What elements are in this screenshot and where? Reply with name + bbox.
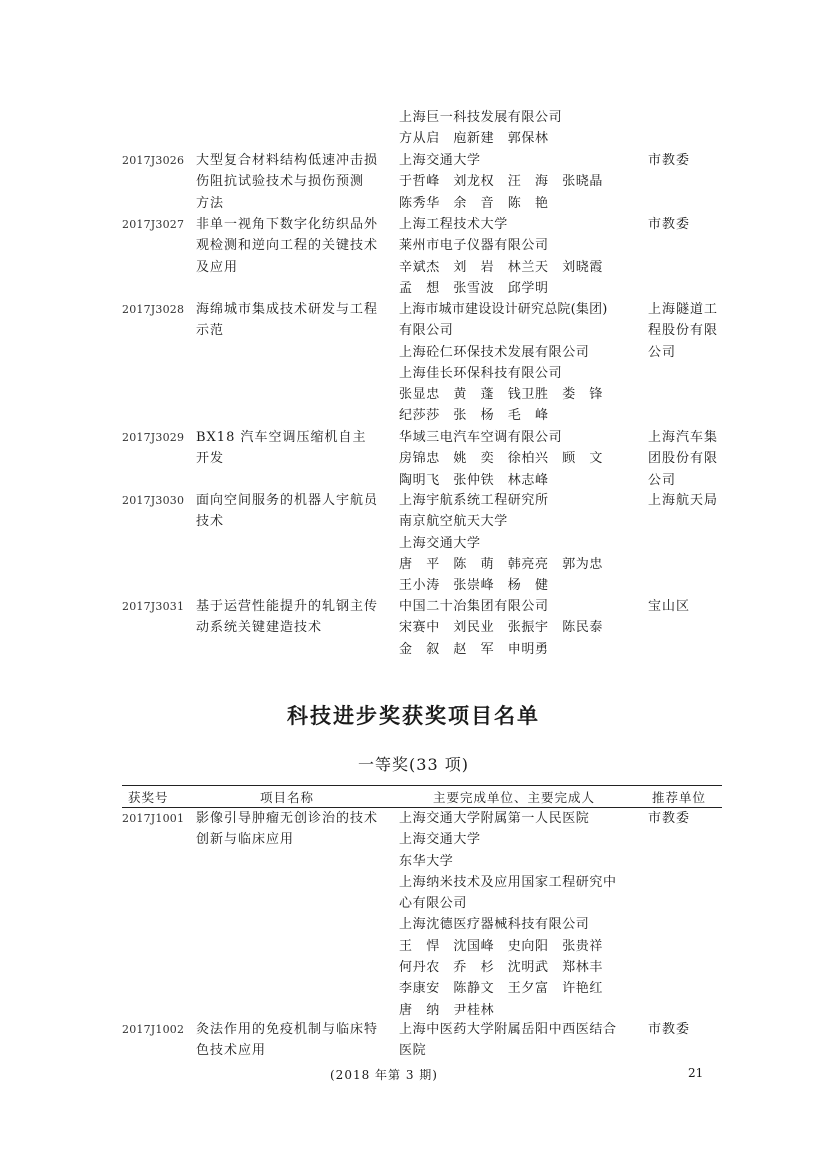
award-number: 2017J3029 bbox=[122, 431, 185, 444]
project-line: 示范 bbox=[196, 323, 225, 339]
project-line: 面向空间服务的机器人宇航员 bbox=[196, 493, 379, 508]
people-line: 陶明飞 张仲铁 林志峰 bbox=[399, 472, 549, 488]
header-award-number: 获奖号 bbox=[128, 790, 169, 805]
people-line: 方从启 庖新建 郭保林 bbox=[399, 131, 549, 147]
people-line: 唐 纳 尹桂林 bbox=[399, 1002, 495, 1018]
organization-list bbox=[399, 107, 639, 150]
organization-line: 中国二十冶集团有限公司 bbox=[399, 599, 549, 614]
award-number: 2017J3030 bbox=[122, 494, 185, 507]
recommender bbox=[648, 427, 724, 491]
award-number: 2017J1002 bbox=[122, 1023, 185, 1036]
organization-line: 医院 bbox=[399, 1043, 427, 1059]
people-line: 唐 平 陈 萌 韩亮亮 郭为忠 bbox=[399, 556, 604, 572]
project-line: 技术 bbox=[196, 514, 225, 530]
recommender bbox=[648, 299, 724, 363]
award-number: 2017J3026 bbox=[122, 154, 185, 167]
organization-list bbox=[399, 596, 639, 660]
people-line: 宋赛中 刘民业 张振宇 陈民泰 bbox=[399, 620, 604, 636]
organization-list bbox=[399, 808, 639, 1021]
organization-line: 上海工程技术大学 bbox=[399, 217, 508, 232]
project-name bbox=[196, 1019, 388, 1062]
recommender bbox=[648, 150, 724, 171]
organization-list bbox=[399, 214, 639, 299]
organization-line: 上海交通大学附属第一人民医院 bbox=[399, 811, 590, 826]
organization-line: 上海中医药大学附属岳阳中西医结合 bbox=[399, 1022, 617, 1037]
organization-line: 上海巨一科技发展有限公司 bbox=[399, 110, 563, 125]
header-org-people: 主要完成单位、主要完成人 bbox=[433, 790, 596, 805]
project-name bbox=[196, 427, 388, 470]
project-line: 非单一视角下数字化纺织品外 bbox=[196, 217, 379, 232]
project-line: 及应用 bbox=[196, 259, 239, 275]
recommender-line: 程股份有限 bbox=[648, 323, 719, 339]
project-line: 开发 bbox=[196, 451, 225, 467]
recommender-line: 公司 bbox=[648, 344, 677, 360]
page-footer bbox=[0, 1066, 827, 1086]
project-line: 大型复合材料结构低速冲击损 bbox=[196, 153, 379, 168]
project-name bbox=[196, 596, 388, 639]
recommender-line: 宝山区 bbox=[648, 599, 691, 614]
people-line: 辛斌杰 刘 岩 林兰天 刘晓霞 bbox=[399, 259, 604, 275]
people-line: 张显忠 黄 蓬 钱卫胜 娄 锋 bbox=[399, 387, 604, 403]
organization-line: 上海交通大学 bbox=[399, 153, 481, 168]
recommender bbox=[648, 596, 724, 617]
organization-list bbox=[399, 299, 639, 427]
project-name bbox=[196, 150, 388, 214]
recommender-line: 上海航天局 bbox=[648, 493, 719, 508]
project-line: BX18 汽车空调压缩机自主 bbox=[196, 430, 367, 445]
organization-line: 南京航空航天大学 bbox=[399, 514, 508, 530]
organization-line: 华域三电汽车空调有限公司 bbox=[399, 430, 563, 445]
organization-line: 上海市城市建设设计研究总院(集团) bbox=[399, 302, 608, 317]
organization-line: 上海宇航系统工程研究所 bbox=[399, 493, 549, 508]
people-line: 李康安 陈静文 王夕富 许艳红 bbox=[399, 981, 604, 997]
page-number: 21 bbox=[688, 1066, 704, 1080]
table-top-rule bbox=[122, 785, 722, 786]
organization-line: 上海砼仁环保技术发展有限公司 bbox=[399, 344, 590, 360]
people-line: 陈秀华 余 音 陈 艳 bbox=[399, 195, 549, 211]
recommender-line: 市教委 bbox=[648, 811, 691, 826]
organization-line: 心有限公司 bbox=[399, 896, 468, 912]
project-line: 方法 bbox=[196, 195, 225, 211]
organization-line: 上海交通大学 bbox=[399, 535, 481, 551]
organization-list bbox=[399, 427, 639, 491]
project-line: 观检测和逆向工程的关键技术 bbox=[196, 238, 379, 254]
people-line: 金 叙 赵 军 申明勇 bbox=[399, 641, 549, 657]
people-line: 王小涛 张崇峰 杨 健 bbox=[399, 578, 549, 594]
organization-line: 上海纳米技术及应用国家工程研究中 bbox=[399, 874, 617, 890]
organization-line: 有限公司 bbox=[399, 323, 454, 339]
project-name bbox=[196, 299, 388, 342]
project-line: 影像引导肿瘤无创诊治的技术 bbox=[196, 811, 379, 826]
project-line: 动系统关键建造技术 bbox=[196, 620, 323, 636]
recommender-line: 上海汽车集 bbox=[648, 430, 719, 445]
recommender bbox=[648, 1019, 724, 1040]
award-number: 2017J3027 bbox=[122, 218, 185, 231]
people-line: 房锦忠 姚 奕 徐柏兴 顾 文 bbox=[399, 451, 604, 467]
organization-list bbox=[399, 150, 639, 214]
project-line: 海绵城市集成技术研发与工程 bbox=[196, 302, 379, 317]
award-number: 2017J3031 bbox=[122, 600, 185, 613]
people-line: 王 悍 沈国峰 史向阳 张贵祥 bbox=[399, 938, 604, 954]
award-number: 2017J3028 bbox=[122, 303, 185, 316]
project-line: 创新与临床应用 bbox=[196, 832, 295, 848]
people-line: 孟 想 张雪波 邱学明 bbox=[399, 280, 549, 296]
recommender-line: 团股份有限 bbox=[648, 451, 719, 467]
people-line: 何丹农 乔 杉 沈明武 郑林丰 bbox=[399, 960, 604, 976]
people-line: 于哲峰 刘龙权 汪 海 张晓晶 bbox=[399, 174, 604, 190]
project-line: 伤阻抗试验技术与损伤预测 bbox=[196, 174, 365, 190]
project-name bbox=[196, 490, 388, 533]
header-project-name: 项目名称 bbox=[260, 790, 315, 805]
header-recommender: 推荐单位 bbox=[652, 790, 707, 805]
award-number: 2017J1001 bbox=[122, 812, 185, 825]
organization-line: 上海佳长环保科技有限公司 bbox=[399, 365, 563, 381]
organization-line: 东华大学 bbox=[399, 853, 454, 869]
subsection-title: 一等奖(33 项) bbox=[358, 755, 469, 774]
organization-line: 上海交通大学 bbox=[399, 832, 481, 848]
project-line: 灸法作用的免疫机制与临床特 bbox=[196, 1022, 379, 1037]
recommender bbox=[648, 808, 724, 829]
recommender-line: 市教委 bbox=[648, 153, 691, 168]
issue-label: (2018 年第 3 期) bbox=[330, 1068, 438, 1082]
organization-line: 上海沈德医疗器械科技有限公司 bbox=[399, 917, 590, 933]
section-title: 科技进步奖获奖项目名单 bbox=[287, 704, 540, 728]
project-name bbox=[196, 808, 388, 851]
recommender-line: 公司 bbox=[648, 472, 677, 488]
organization-list bbox=[399, 490, 639, 596]
organization-list bbox=[399, 1019, 639, 1062]
recommender bbox=[648, 490, 724, 511]
people-line: 纪莎莎 张 杨 毛 峰 bbox=[399, 408, 549, 424]
recommender bbox=[648, 214, 724, 235]
recommender-line: 上海隧道工 bbox=[648, 302, 719, 317]
project-name bbox=[196, 214, 388, 278]
recommender-line: 市教委 bbox=[648, 1022, 691, 1037]
project-line: 色技术应用 bbox=[196, 1043, 267, 1059]
project-line: 基于运营性能提升的轧钢主传 bbox=[196, 599, 379, 614]
recommender-line: 市教委 bbox=[648, 217, 691, 232]
organization-line: 莱州市电子仪器有限公司 bbox=[399, 238, 549, 254]
